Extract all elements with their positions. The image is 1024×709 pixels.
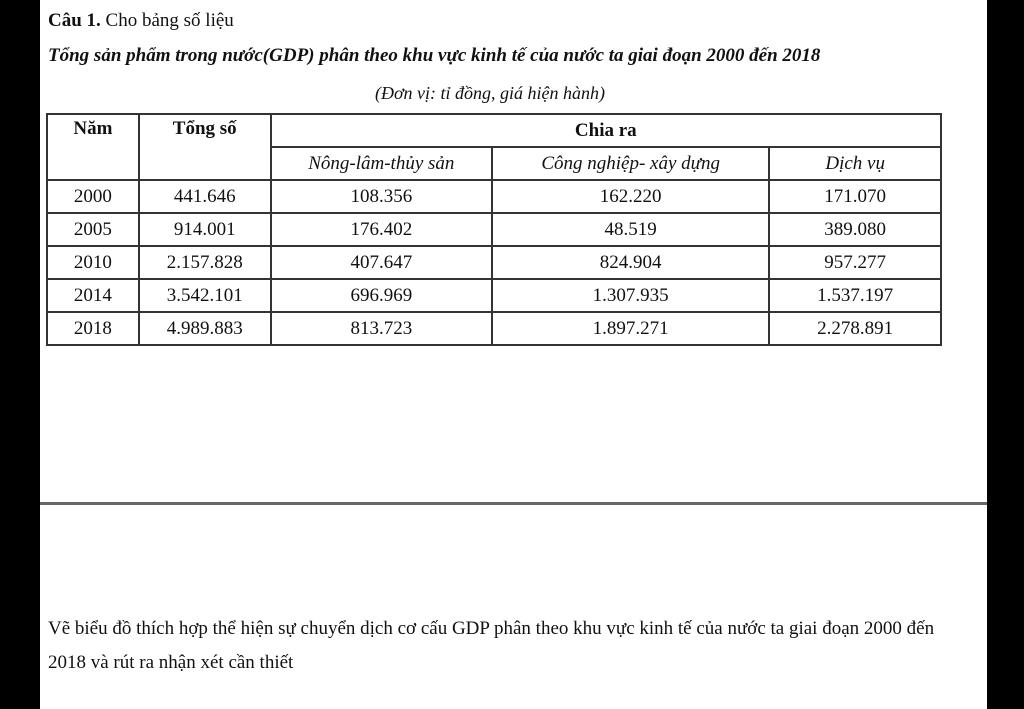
question-number: Câu 1. — [48, 10, 101, 31]
cell-year: 2005 — [47, 213, 139, 246]
table-title: Tổng sản phẩm trong nước(GDP) phân theo khu vực kinh tế của nước ta giai đoạn 2000 đến 2018 — [48, 45, 821, 66]
cell-agriculture: 176.402 — [271, 213, 492, 246]
header-total: Tổng số — [139, 114, 271, 180]
header-industry: Công nghiệp- xây dựng — [492, 147, 769, 180]
cell-services: 957.277 — [769, 246, 941, 279]
cropped-text-line — [40, 0, 360, 7]
cell-services: 1.537.197 — [769, 279, 941, 312]
question-heading-text: Cho bảng số liệu — [105, 10, 234, 31]
header-split: Chia ra — [271, 114, 941, 147]
table-row — [47, 246, 941, 279]
cell-total: 4.989.883 — [139, 312, 271, 345]
cell-total: 2.157.828 — [139, 246, 271, 279]
cell-industry: 1.897.271 — [492, 312, 769, 345]
header-services: Dịch vụ — [769, 147, 941, 180]
cell-industry: 162.220 — [492, 180, 769, 213]
cell-agriculture: 813.723 — [271, 312, 492, 345]
header-agriculture: Nông-lâm-thủy sản — [271, 147, 492, 180]
header-year: Năm — [47, 114, 139, 180]
cell-services: 2.278.891 — [769, 312, 941, 345]
section-divider — [40, 502, 987, 505]
table-row — [47, 213, 941, 246]
cell-agriculture: 407.647 — [271, 246, 492, 279]
question-text: Vẽ biểu đồ thích hợp thể hiện sự chuyển dịch cơ cấu GDP phân theo khu vực kinh tế của nước ta giai đoạn 2000 đến 2018 và rút ra nhận xét cần thiết — [48, 618, 935, 673]
cell-total: 3.542.101 — [139, 279, 271, 312]
table-row — [47, 279, 941, 312]
cell-industry: 824.904 — [492, 246, 769, 279]
cell-year: 2014 — [47, 279, 139, 312]
document-page — [40, 0, 987, 709]
cell-agriculture: 696.969 — [271, 279, 492, 312]
cell-services: 171.070 — [769, 180, 941, 213]
cell-agriculture: 108.356 — [271, 180, 492, 213]
cell-year: 2000 — [47, 180, 139, 213]
table-header-row — [47, 114, 941, 147]
cell-year: 2018 — [47, 312, 139, 345]
unit-note: (Đơn vị: tỉ đồng, giá hiện hành) — [374, 83, 606, 103]
cell-total: 441.646 — [139, 180, 271, 213]
question-heading — [48, 10, 234, 32]
table-row — [47, 180, 941, 213]
cell-industry: 1.307.935 — [492, 279, 769, 312]
gdp-table — [46, 113, 942, 346]
cell-year: 2010 — [47, 246, 139, 279]
cell-total: 914.001 — [139, 213, 271, 246]
cell-industry: 48.519 — [492, 213, 769, 246]
table-row — [47, 312, 941, 345]
cell-services: 389.080 — [769, 213, 941, 246]
